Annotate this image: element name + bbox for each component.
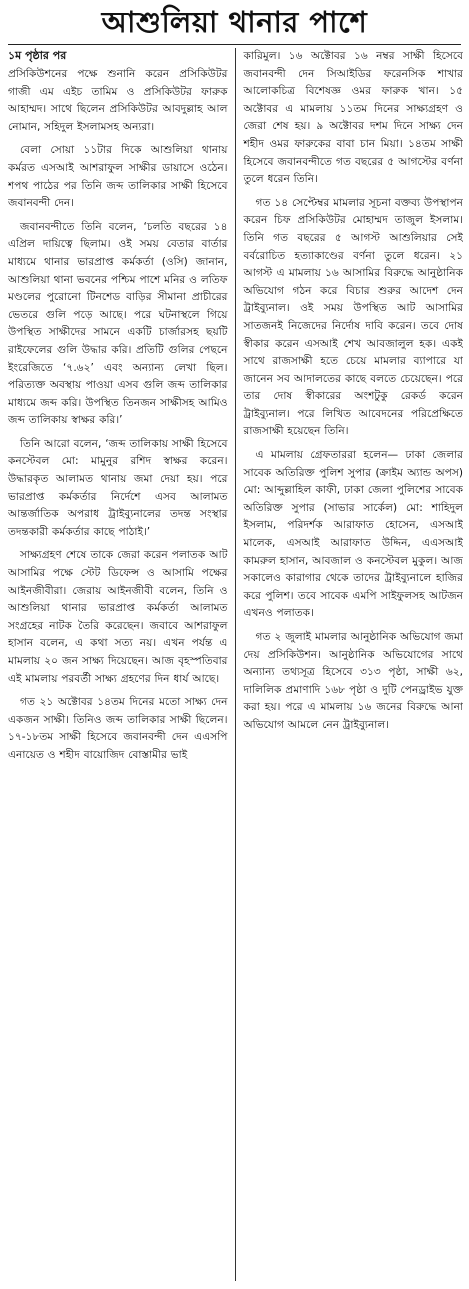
paragraph: জবানবন্দীতে তিনি বলেন, ‘চলতি বছরের ১৪ এপ্রিল দায়িত্বে ছিলাম। ওই সময় বেতার বার্তার মাধ্যমে থানার ভারপ্রাপ্ত কর্মকর্তা (ওসি) জানান, আশুলিয়া থানা ভবনের পশ্চিম পাশে মনির ও লতিফ মণ্ডলের পুরোনো টিনশেড বাড়ির সীমানা প্রাচীরের ভেতরে গুলি পড়ে আছে। পরে ঘটনাস্থলে গিয়ে উপস্থিত সাক্ষীদের সামনে একটি চার্জারসহ ছয়টি রাইফেলের গুলি উদ্ধার করি। প্রতিটি গুলির পেছনে ইংরেজিতে ‘৭.৬২’ এবং অন্যান্য লেখা ছিল। পরিত্যক্ত অবস্থায় পাওয়া এসব গুলি জব্দ তালিকার মাধ্যমে জব্দ করি। উপস্থিত তিনজন সাক্ষীসহ আমিও জব্দ তালিকায় স্বাক্ষর করি।’ [8, 220, 228, 427]
article-columns [8, 48, 463, 1281]
paragraph: গত ১৪ সেপ্টেম্বর মামলার সূচনা বক্তব্য উপস্থাপন করেন চিফ প্রসিকিউটর মোহাম্মদ তাজুল ইসলাম। তিনি গত বছরের ৫ আগস্ট আশুলিয়ার সেই বর্বরোচিত হত্যাকাণ্ডের বর্ণনা তুলে ধরেন। ২১ আগস্ট এ মামলায় ১৬ আসামির বিরুদ্ধে আনুষ্ঠানিক অভিযোগ গঠন করে বিচার শুরুর আদেশ দেন ট্রাইব্যুনাল। ওই সময় উপস্থিত আট আসামির সাতজনই নিজেদের নির্দোষ দাবি করেন। তবে দোষ স্বীকার করেন এসআই শেখ আবজালুল হক। একই সাথে রাজসাক্ষী হতে চেয়ে মামলার ব্যাপারে যা জানেন সব আদালতের কাছে বলতে চেয়েছেন। পরে তার দোষ স্বীকারের অংশটুকু রেকর্ড করেন ট্রাইব্যুনাল। পরে লিখিত আবেদনের পরিপ্রেক্ষিতে রাজসাক্ষী হয়েছেন তিনি। [243, 196, 463, 438]
paragraph: সাক্ষ্যগ্রহণ শেষে তাকে জেরা করেন পলাতক আট আসামির পক্ষে স্টেট ডিফেন্স ও আসামি পক্ষের আইনজীবীরা। জেরায় আইনজীবী বলেন, তিনি ও আশুলিয়া থানার ভারপ্রাপ্ত কর্মকর্তা আলামত সংগ্রহের নাটক তৈরি করেছেন। জবাবে আশরাফুল হাসান বলেন, এ কথা সত্য নয়। এখন পর্যন্ত এ মামলায় ২০ জন সাক্ষ্য দিয়েছেন। আজ বৃহস্পতিবার এই মামলায় পরবর্তী সাক্ষ্য গ্রহণের দিন ধার্য আছে। [8, 549, 228, 685]
continued-label: ১ম পৃষ্ঠার পর [8, 49, 67, 62]
paragraph: প্রসিকিউশনের পক্ষে শুনানি করেন প্রসিকিউটর গাজী এম এইচ তামিম ও প্রসিকিউটর ফারুক আহাম্মদ। সাথে ছিলেন প্রসিকিউটর আবদুল্লাহ আল নোমান, সহিদুল ইসলামসহ অন্যরা। [8, 68, 228, 133]
paragraph: গত ২ জুলাই মামলার আনুষ্ঠানিক অভিযোগ জমা দেয় প্রসিকিউশন। আনুষ্ঠানিক অভিযোগের সাথে অন্যান্য তথ্যসূত্র হিসেবে ৩১৩ পৃষ্ঠা, সাক্ষী ৬২, দালিলিক প্রমাণাদি ১৬৮ পৃষ্ঠা ও দুটি পেনড্রাইভ যুক্ত করা হয়। পরে এ মামলায় ১৬ জনের বিরুদ্ধে আনা অভিযোগ আমলে নেন ট্রাইব্যুনাল। [243, 631, 463, 731]
paragraph: গত ২১ অক্টোবর ১৪তম দিনের মতো সাক্ষ্য দেন একজন সাক্ষী। তিনিও জব্দ তালিকার সাক্ষী ছিলেন। ১৭-১৮তম সাক্ষী হিসেবে জবানবন্দী দেন এএসপি এনায়েত ও শহীদ বায়োজিদ বোস্তামীর ভাই [8, 696, 228, 761]
paragraph: তিনি আরো বলেন, ‘জব্দ তালিকায় সাক্ষী হিসেবে কনস্টেবল মো: মামুনুর রশিদ স্বাক্ষর করেন। উদ্ধারকৃত আলামত থানায় জমা দেয়া হয়। পরে ভারপ্রাপ্ত কর্মকর্তার নির্দেশে এসব আলামত আন্তর্জাতিক অপরাধ ট্রাইব্যুনালের তদন্ত সংস্থার তদন্তকারী কর্মকর্তার কাছে পাঠাই।’ [8, 437, 228, 538]
headline: আশুলিয়া থানার পাশে [8, 0, 461, 45]
paragraph: কারিমুল। ১৬ অক্টোবর ১৬ নম্বর সাক্ষী হিসেবে জবানবন্দী দেন সিআইডির ফরেনসিক শাখার আলোকচিত্র বিশেষজ্ঞ ওমর ফারুক খান। ১৫ অক্টোবর এ মামলায় ১১তম দিনের সাক্ষ্যগ্রহণ ও জেরা শেষ হয়। ৯ অক্টোবর দশম দিনে সাক্ষ্য দেন শহীদ ওমর ফারুকের বাবা চান মিয়া। ১৪তম সাক্ষী হিসেবে জবানবন্দীতে গত বছরের ৫ আগস্টের বর্ণনা তুলে ধরেন তিনি। [243, 50, 463, 186]
paragraph: বেলা সোয়া ১১টার দিকে আশুলিয়া থানায় কর্মরত এসআই আশরাফুল সাক্ষীর ডায়াসে ওঠেন। শপথ পাঠের পর তিনি জব্দ তালিকার সাক্ষী হিসেবে জবানবন্দী দেন। [8, 144, 228, 210]
left-column [8, 48, 236, 1281]
paragraph: এ মামলায় গ্রেফতাররা হলেন— ঢাকা জেলার সাবেক অতিরিক্ত পুলিশ সুপার (ক্রাইম অ্যান্ড অপস) মো: আব্দুল্লাহিল কাফী, ঢাকা জেলা পুলিশের সাবেক অতিরিক্ত সুপার (সাভার সার্কেল) মো: শাহিদুল ইসলাম, পরিদর্শক আরাফাত হোসেন, এসআই মালেক, এসআই আরাফাত উদ্দিন, এএসআই কামরুল হাসান, আবজাল ও কনস্টেবল মুকুল। আজ সকালেও কারাগার থেকে তাদের ট্রাইব্যুনালে হাজির করে পুলিশ। তবে সাবেক এমপি সাইফুলসহ আটজন এখনও পলাতক। [243, 449, 463, 620]
right-column [236, 48, 464, 1281]
